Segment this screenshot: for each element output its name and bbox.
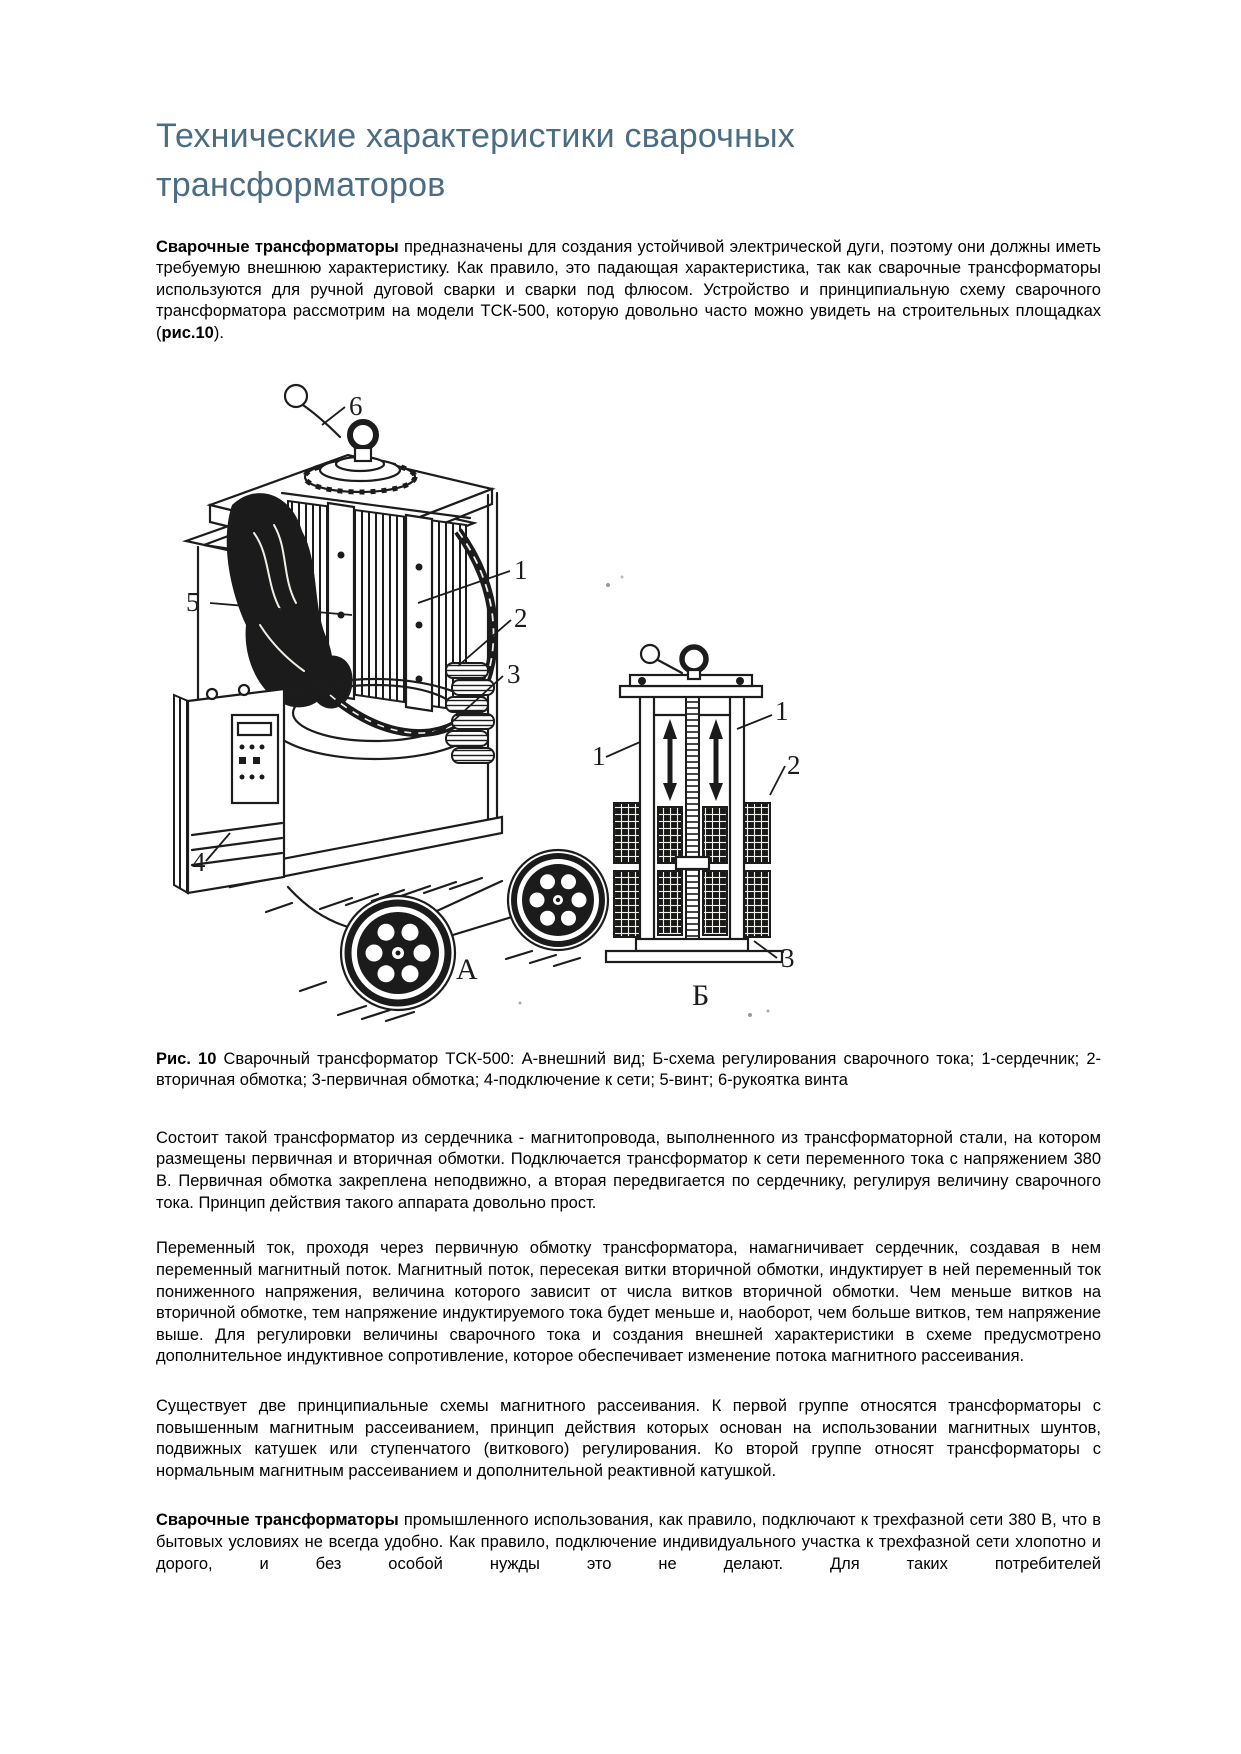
figure-caption xyxy=(156,1049,1101,1092)
wheel-rear xyxy=(508,850,608,950)
bold-lead-industrial: Сварочные трансформаторы xyxy=(156,1511,399,1530)
callout-a-6: 6 xyxy=(349,390,363,421)
caption-text: Сварочный трансформатор ТСК-500: А-внешний вид; Б-схема регулирования сварочного тока; 1-сердечник; 2-вторичная обмотка; 3-первичная обмотка; 4-подключение к сети; 5-винт; 6-рукоятка винта xyxy=(156,1049,1101,1090)
wheel-front xyxy=(341,896,455,1010)
intro-text-end: ). xyxy=(213,324,224,343)
callout-a-1: 1 xyxy=(514,554,528,585)
mains-connection-box xyxy=(174,685,284,893)
callout-b-1-left: 1 xyxy=(592,740,606,771)
bold-lead-intro: Сварочные трансформаторы xyxy=(156,237,399,256)
paragraph-design: Состоит такой трансформатор из сердечника - магнитопровода, выполненного из трансформаторной стали, на котором размещены первичная и вторичная обмотки. Подключается трансформатор к сети переменного тока с напряжением 380 В. Первичная обмотка закреплена неподвижно, а вторая передвигается по сердечнику, регулируя величину сварочного тока. Принцип действия такого аппарата довольно прост. xyxy=(156,1128,1101,1212)
view-b-label: Б xyxy=(692,978,710,1012)
callout-a-2: 2 xyxy=(514,602,528,633)
intro-text: предназначены для создания устойчивой электрической дуги, поэтому они должны иметь требуемую внешнюю характеристику. Как правило, это падающая характеристика, так как сварочные трансформаторы используются для ручной дуговой сварки и сварки под флюсом. Устройство и принципиальную схему сварочного трансформатора рассмотрим на модели ТСК-500, которую довольно часто можно увидеть на строительных площадках ( xyxy=(156,237,1101,343)
caption-label: Рис. 10 xyxy=(156,1049,217,1068)
paragraph-intro xyxy=(156,237,1101,345)
industrial-text: промышленного использования, как правило, подключают к трехфазной сети 380 В, что в бытовых условиях не всегда удобно. Как правило, подключение индивидуального участка к трехфазной сети хлопотно и дорого, и без особой нужды это не делают. Для таких потребителей xyxy=(156,1511,1101,1573)
callout-b-2: 2 xyxy=(787,749,801,780)
paragraph-industrial xyxy=(156,1510,1101,1575)
callout-b-3: 3 xyxy=(781,942,795,973)
paragraph-schemes: Существует две принципиальные схемы магнитного рассеивания. К первой группе относятся трансформаторы с повышенным магнитным рассеиванием, принцип действия которых основан на использовании магнитных шунтов, подвижных катушек или ступенчатого (виткового) регулирования. Ко второй группе относят трансформаторы с нормальным магнитным рассеиванием и дополнительной реактивной катушкой. xyxy=(156,1396,1101,1480)
figure-transformer-drawing xyxy=(170,363,815,1023)
view-a-external xyxy=(174,385,642,1021)
screw-rod xyxy=(686,685,699,939)
bold-fig-ref: рис.10 xyxy=(161,324,214,343)
callout-a-4: 4 xyxy=(192,846,206,877)
page-title: Технические характеристики сварочных трансформаторов xyxy=(156,117,795,205)
callout-a-3: 3 xyxy=(507,658,521,689)
callout-a-5: 5 xyxy=(186,586,200,617)
figure-illustration xyxy=(170,363,815,1023)
view-a-label: А xyxy=(456,952,478,986)
callout-b-1-right: 1 xyxy=(775,695,789,726)
paragraph-principle: Переменный ток, проходя через первичную обмотку трансформатора, намагничивает сердечник, создавая в нем переменный магнитный поток. Магнитный поток, пересекая витки вторичной обмотки, индуктирует в ней переменный ток пониженного напряжения, величина которого зависит от числа витков вторичной обмотки. Чем меньше витков на вторичной обмотке, тем напряжение индуктируемого тока будет меньше и, наоборот, чем больше витков, тем напряжение выше. Для регулировки величины сварочного тока и создания внешней характеристики в схеме предусмотрено дополнительное индуктивное сопротивление, которое обеспечивает изменение потока магнитного рассеивания. xyxy=(156,1239,1101,1366)
